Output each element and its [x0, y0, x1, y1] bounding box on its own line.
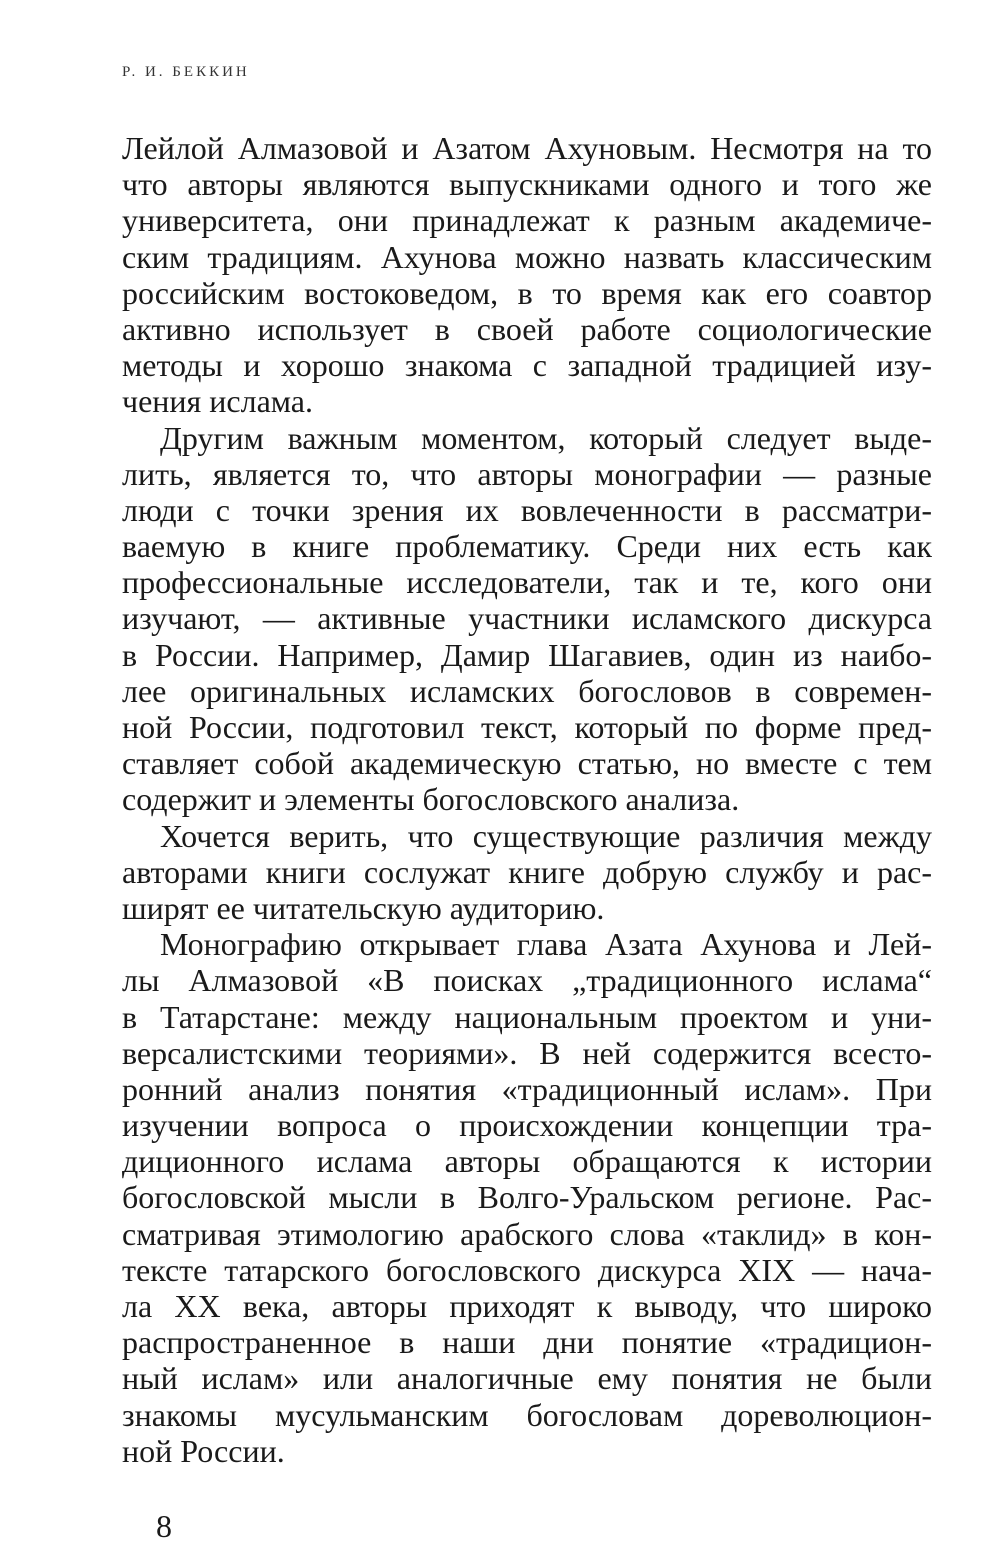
- text-line: сматривая этимологию арабского слова «таклид» в кон-: [122, 1215, 932, 1252]
- paragraph-3: [122, 818, 932, 927]
- text-line: ный ислам» или аналогичные ему понятия не были: [122, 1360, 932, 1397]
- text-line: Другим важным моментом, который следует выде-: [160, 419, 932, 456]
- text-line: ла XX века, авторы приходят к выводу, что широко: [122, 1288, 932, 1324]
- text-line: ширят ее читательскую аудиторию.: [122, 889, 605, 926]
- text-line: изучении вопроса о происхождении концепции тра-: [122, 1107, 932, 1144]
- text-line: Монографию открывает глава Азата Ахунова и Лей-: [160, 926, 932, 963]
- text-line: диционного ислама авторы обращаются к истории: [122, 1143, 932, 1180]
- text-line: ной России, подготовил текст, который по форме пред-: [122, 709, 932, 745]
- text-line: в Татарстане: между национальным проектом и уни-: [122, 998, 932, 1035]
- text-line: Хочется верить, что существующие различия между: [160, 817, 932, 854]
- text-line: содержит и элементы богословского анализа.: [122, 781, 740, 818]
- text-line: авторами книги сослужат книге добрую службу и рас-: [122, 853, 932, 890]
- text-line: методы и хорошо знакома с западной традицией изу-: [122, 347, 932, 384]
- page-number: 8: [156, 1508, 172, 1544]
- text-line: изучают, — активные участники исламского дискурса: [122, 600, 932, 637]
- paragraph-4: [122, 926, 932, 1469]
- text-line: знакомы мусульманским богословам дореволюцион-: [122, 1396, 932, 1433]
- text-line: профессиональные исследователи, так и те, кого они: [122, 564, 932, 601]
- text-line: лить, является то, что авторы монографии — разные: [122, 455, 932, 492]
- text-line: распространенное в наши дни понятие «традицион-: [122, 1324, 932, 1361]
- body-text: [122, 130, 932, 1469]
- text-line: что авторы являются выпускниками одного и того же: [122, 166, 932, 203]
- text-line: люди с точки зрения их вовлеченности в рассматри-: [122, 491, 932, 528]
- text-line: ставляет собой академическую статью, но вместе с тем: [122, 745, 932, 782]
- text-line: чения ислама.: [122, 383, 313, 420]
- paragraph-2: [122, 420, 932, 818]
- running-header-author: Р. И. БЕККИН: [122, 64, 250, 80]
- text-line: Лейлой Алмазовой и Азатом Ахуновым. Несмотря на то: [122, 130, 932, 166]
- text-line: лы Алмазовой «В поисках „традиционного ислама“: [122, 962, 932, 999]
- text-line: университета, они принадлежат к разным академиче-: [122, 202, 932, 239]
- text-line: ной России.: [122, 1432, 285, 1469]
- text-line: активно использует в своей работе социологические: [122, 310, 932, 347]
- text-line: тексте татарского богословского дискурса XIX — нача-: [122, 1251, 932, 1288]
- text-line: версалистскими теориями». В ней содержится всесто-: [122, 1034, 932, 1071]
- text-line: в России. Например, Дамир Шагавиев, один из наибо-: [122, 636, 932, 673]
- text-line: ским традициям. Ахунова можно назвать классическим: [122, 238, 932, 275]
- text-line: ваемую в книге проблематику. Среди них есть как: [122, 528, 932, 565]
- text-line: богословской мысли в Волго-Уральском регионе. Рас-: [122, 1179, 932, 1216]
- text-line: лее оригинальных исламских богословов в современ-: [122, 672, 932, 709]
- text-line: российским востоковедом, в то время как его соавтор: [122, 274, 932, 311]
- paragraph-1: [122, 130, 932, 420]
- text-line: ронний анализ понятия «традиционный ислам». При: [122, 1070, 932, 1107]
